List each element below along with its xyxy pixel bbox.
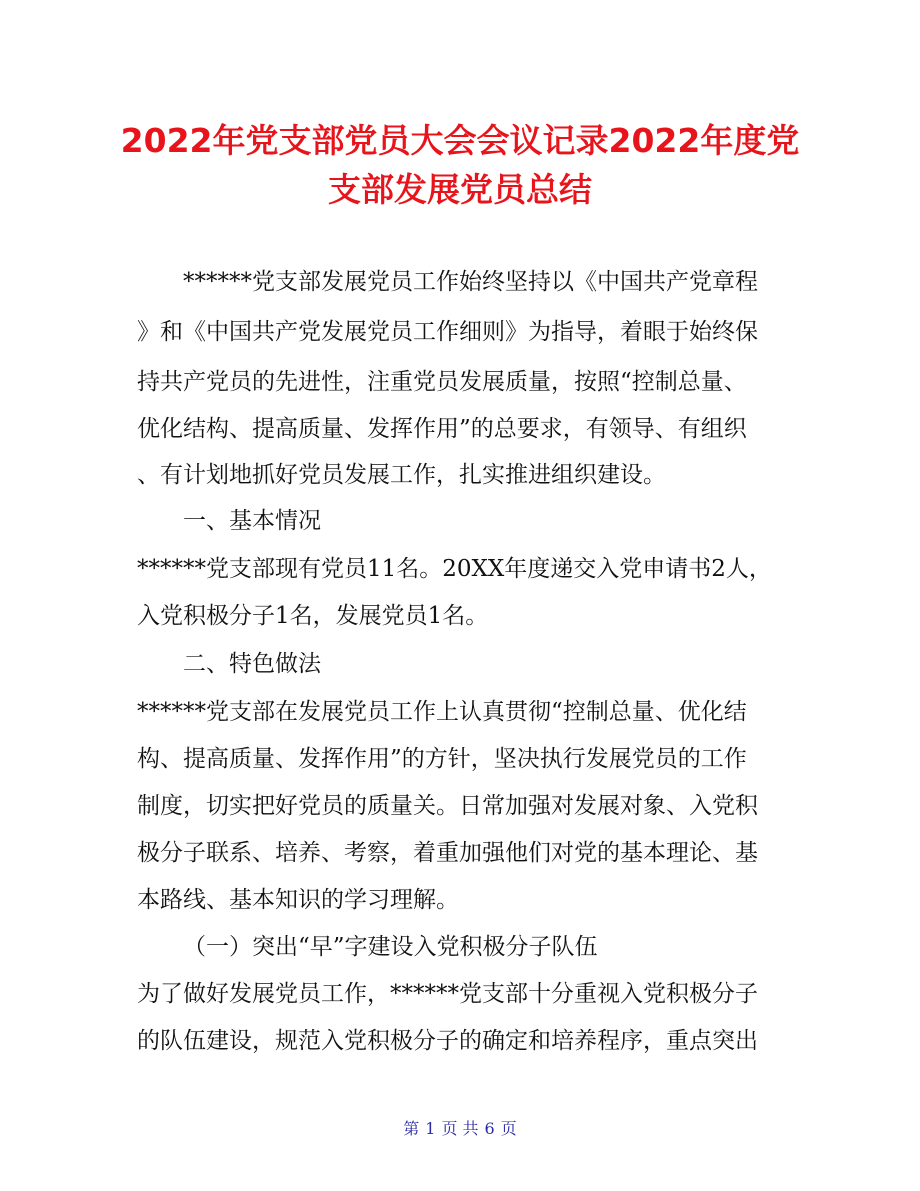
document-title-line-1: 2022年党支部党员大会会议记录2022年度党	[120, 121, 800, 160]
footer-page-number: 1	[425, 1119, 436, 1138]
body-line: ******党支部发展党员工作始终坚持以《中国共产党章程	[183, 269, 758, 295]
footer-total-pages: 6	[484, 1119, 495, 1138]
document-title-line-2: 支部发展党员总结	[328, 170, 592, 209]
footer-suffix: 页	[500, 1119, 517, 1138]
footer-prefix: 第	[403, 1119, 420, 1138]
body-line: 为了做好发展党员工作，******党支部十分重视入党积极分子	[137, 981, 758, 1007]
footer-middle: 页 共	[441, 1119, 479, 1138]
body-line: 、有计划地抓好党员发展工作，扎实推进组织建设。	[137, 462, 666, 488]
body-line: 制度，切实把好党员的质量关。日常加强对发展对象、入党积	[137, 793, 758, 819]
body-line: 的队伍建设，规范入党积极分子的确定和培养程序，重点突出	[137, 1028, 758, 1054]
body-line: （一）突出“早”字建设入党积极分子队伍	[183, 934, 598, 960]
body-line: 持共产党员的先进性，注重党员发展质量，按照“控制总量、	[137, 369, 747, 395]
body-line: 构、提高质量、发挥作用”的方针，坚决执行发展党员的工作	[137, 746, 747, 772]
body-line: 二、特色做法	[183, 651, 321, 677]
body-line: 》和《中国共产党发展党员工作细则》为指导，着眼于始终保	[137, 319, 758, 345]
body-line: 优化结构、提高质量、发挥作用”的总要求，有领导、有组织	[137, 416, 747, 442]
body-line: 极分子联系、培养、考察，着重加强他们对党的基本理论、基	[137, 840, 758, 866]
body-line: ******党支部在发展党员工作上认真贯彻“控制总量、优化结	[137, 699, 747, 725]
body-line: 本路线、基本知识的学习理解。	[137, 887, 459, 913]
body-line: 入党积极分子1名，发展党员1名。	[137, 603, 489, 629]
page-footer	[0, 1116, 920, 1139]
body-line: 一、基本情况	[183, 508, 321, 534]
body-line: ******党支部现有党员11名。20XX年度递交入党申请书2人，	[137, 556, 772, 582]
